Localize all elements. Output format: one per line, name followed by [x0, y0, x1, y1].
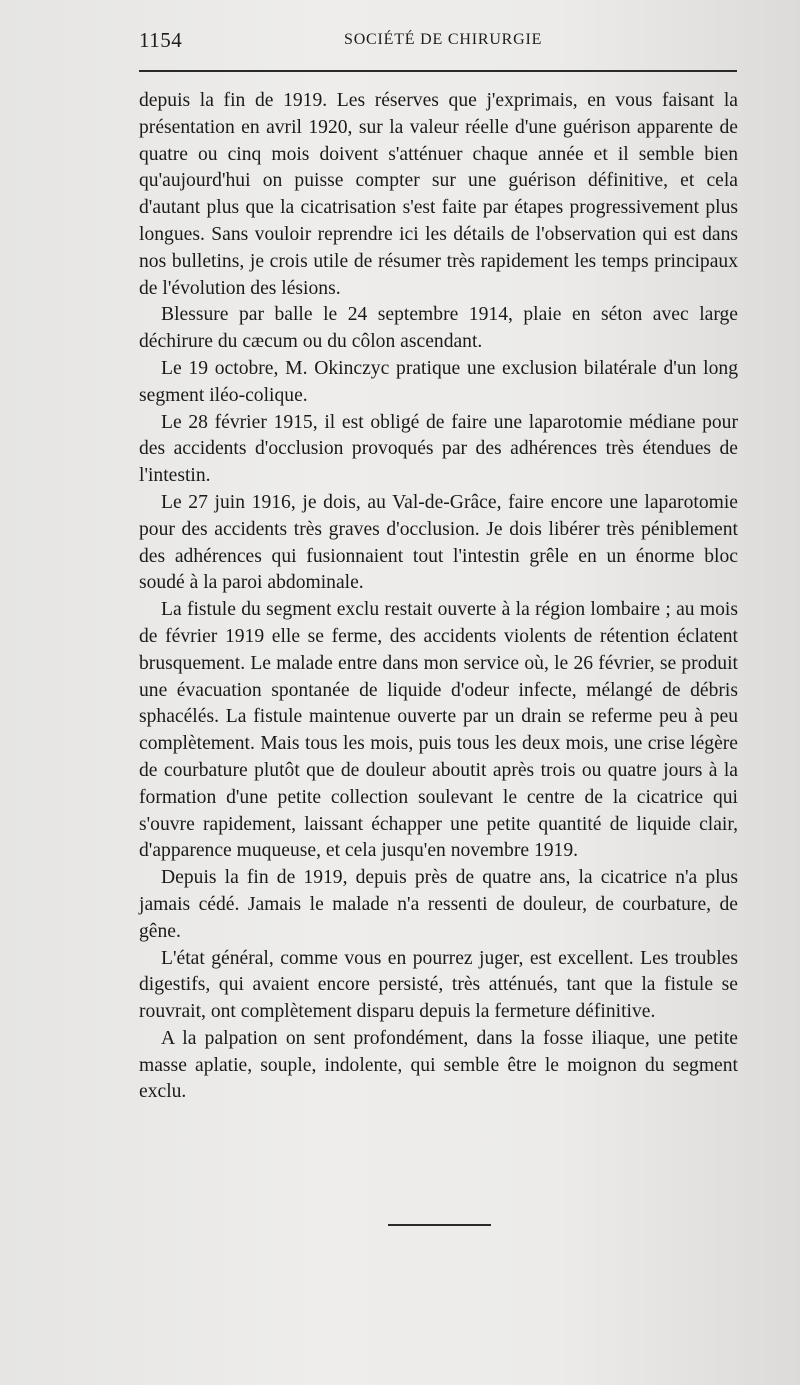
paragraph-general-state: L'état général, comme vous en pourrez juger, est excellent. Les troubles digestifs, qui avaient encore persisté, très atténués, tant que la fistule se rouvrait, ont complètement disparu depuis la fermeture définitive. — [139, 947, 738, 1023]
body-text — [139, 88, 738, 1106]
running-head: SOCIÉTÉ DE CHIRURGIE — [344, 31, 543, 48]
header-rule — [139, 70, 737, 72]
paragraph-continued: depuis la fin de 1919. Les réserves que j'exprimais, en vous faisant la présentation en avril 1920, sur la valeur réelle d'une guérison apparente de quatre ou cinq mois doivent s'atténuer chaque année et il semble bien qu'aujourd'hui on puisse compter sur une guérison définitive, et cela d'autant plus que la cicatrisation s'est faite par étapes progressivement plus longues. Sans vouloir reprendre ici les détails de l'observation qui est dans nos bulletins, je crois utile de résumer très rapidement les temps principaux de l'évolution des lésions. — [139, 90, 738, 299]
end-rule — [388, 1224, 491, 1226]
page-number: 1154 — [139, 28, 183, 52]
paragraph-exclusion: Le 19 octobre, M. Okinczyc pratique une exclusion bilatérale d'un long segment iléo-colique. — [139, 357, 738, 406]
paragraph-wound: Blessure par balle le 24 septembre 1914, plaie en séton avec large déchirure du cæcum ou du côlon ascendant. — [139, 304, 738, 353]
page-header — [139, 28, 739, 54]
paragraph-since-1919: Depuis la fin de 1919, depuis près de quatre ans, la cicatrice n'a plus jamais cédé. Jamais le malade n'a ressenti de douleur, de courbature, de gêne. — [139, 867, 738, 942]
paragraph-fistula: La fistule du segment exclu restait ouverte à la région lombaire ; au mois de février 1919 elle se ferme, des accidents violents de rétention éclatent brusquement. Le malade entre dans mon service où, le 26 février, se produit une évacuation spontanée de liquide d'odeur infecte, mélangé de débris sphacélés. La fistule maintenue ouverte par un drain se referme peu à peu complètement. Mais tous les mois, puis tous les deux mois, une crise légère de courbature plutôt que de douleur aboutit après trois ou quatre jours à la formation d'une petite collection soulevant le centre de la cicatrice qui s'ouvre rapidement, laissant échapper une petite quantité de liquide clair, d'apparence muqueuse, et cela jusqu'en novembre 1919. — [139, 599, 738, 862]
paragraph-laparotomy-1915: Le 28 février 1915, il est obligé de faire une laparotomie médiane pour des accidents d'occlusion provoqués par des adhérences très étendues de l'intestin. — [139, 411, 738, 487]
paragraph-laparotomy-1916: Le 27 juin 1916, je dois, au Val-de-Grâce, faire encore une laparotomie pour des accidents très graves d'occlusion. Je dois libérer très péniblement des adhérences qui fusionnaient tout l'intestin grêle en un énorme bloc soudé à la paroi abdominale. — [139, 491, 738, 594]
paragraph-palpation: A la palpation on sent profondément, dans la fosse iliaque, une petite masse aplatie, souple, indolente, qui semble être le moignon du segment exclu. — [139, 1027, 738, 1103]
